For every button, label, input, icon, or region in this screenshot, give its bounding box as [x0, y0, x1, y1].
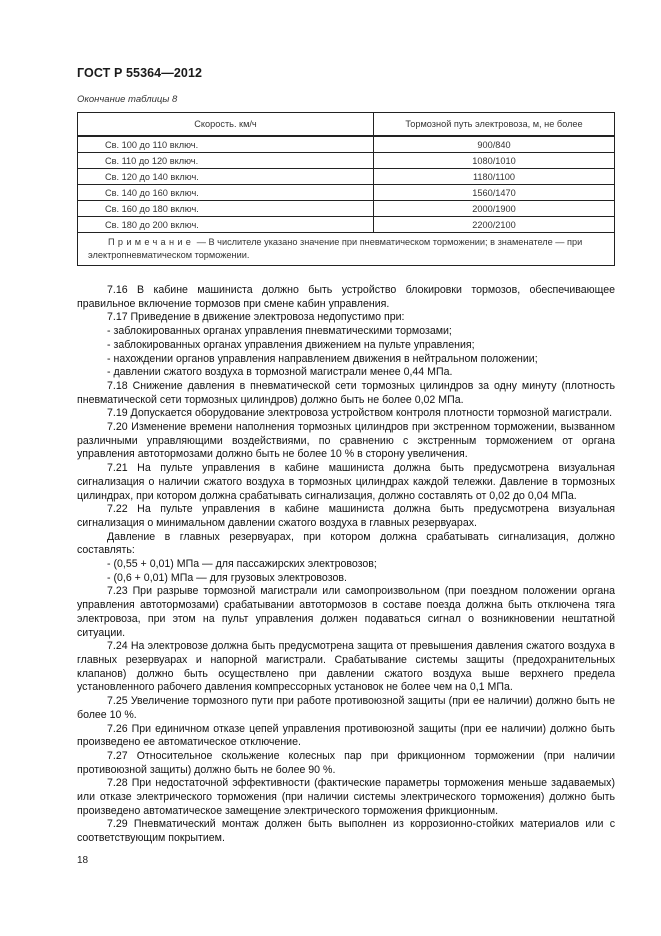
speed-cell: Св. 110 до 120 включ. — [78, 153, 374, 169]
speed-cell: Св. 180 до 200 включ. — [78, 217, 374, 233]
distance-cell: 2000/1900 — [374, 201, 615, 217]
braking-distance-table — [77, 112, 615, 266]
paragraph-7-19: 7.19 Допускается оборудование электровоза устройством контроля плотности тормозной магистрали. — [107, 407, 613, 420]
table-header-row — [78, 113, 615, 137]
paragraph-7-16: 7.16 В кабине машиниста должно быть устройство блокировки тормозов, обеспечивающее правильное включение тормозов при смене кабин управления. — [77, 284, 615, 310]
distance-cell: 1080/1010 — [374, 153, 615, 169]
list-item: - (0,55 + 0,01) МПа — для пассажирских электровозов; — [107, 558, 377, 571]
paragraph-7-21: 7.21 На пульте управления в кабине машиниста должна быть предусмотрена визуальная сигнализация о наличии сжатого воздуха в тормозных цилиндрах каждой тележки. Давление в тормозных цилиндрах, при котором должна срабатывать сигнализация, должно составлять от 0,02 до 0,04 МПа. — [77, 462, 615, 502]
distance-cell: 900/840 — [374, 136, 615, 153]
list-item: - заблокированных органах управления пневматическими тормозами; — [107, 325, 452, 338]
distance-cell: 1180/1100 — [374, 169, 615, 185]
speed-cell: Св. 160 до 180 включ. — [78, 201, 374, 217]
page-number: 18 — [77, 855, 89, 866]
paragraph-7-17: 7.17 Приведение в движение электровоза недопустимо при: — [107, 311, 405, 324]
paragraph-7-26: 7.26 При единичном отказе цепей управления противоюзной защиты (при ее наличии) должно быть произведено ее автоматическое отключение. — [77, 722, 615, 749]
paragraph-7-25: 7.25 Увеличение тормозного пути при работе противоюзной защиты (при ее наличии) должно быть не более 10 %. — [77, 695, 615, 721]
document-title: ГОСТ Р 55364—2012 — [77, 66, 203, 80]
table-row — [78, 169, 615, 185]
note-label: Примечание — [108, 237, 195, 247]
note-text: — В числителе указано значение при пневматическом торможении; в знаменателе — при электропневматическом торможении. — [88, 237, 583, 260]
paragraph-7-27: 7.27 Относительное скольжение колесных пар при фрикционном торможении (при наличии противоюзной защиты) должно быть не более 90 %. — [77, 749, 615, 776]
list-item: - нахождении органов управления направлением движения в нейтральном положении; — [107, 352, 538, 365]
paragraph-7-18: 7.18 Снижение давления в пневматической сети тормозных цилиндров за одну минуту (плотность пневматической сети тормозных цилиндров) должно быть не более 0,02 МПа. — [77, 379, 615, 406]
paragraph-7-23: 7.23 При разрыве тормозной магистрали или самопроизвольном (при поездном положении органа управления автотормозами) срабатывании автотормозов в составе поезда должна быть отключена тяга электровоза, при этом на пульт управления должен подаваться сигнал о возникновении нештатной ситуации. — [77, 585, 615, 639]
paragraph-7-20: 7.20 Изменение времени наполнения тормозных цилиндров при экстренном торможении, вызванном различными управляющими воздействиями, по сравнению с экстренным торможением от органа управления автотормозами должно быть не более 10 % в сторону увеличения. — [77, 421, 615, 461]
list-item: - давлении сжатого воздуха в тормозной магистрали менее 0,44 МПа. — [107, 366, 453, 379]
table-caption: Окончание таблицы 8 — [77, 94, 178, 105]
speed-cell: Св. 140 до 160 включ. — [78, 185, 374, 201]
speed-cell: Св. 100 до 110 включ. — [78, 136, 374, 153]
column-header-speed: Скорость. км/ч — [78, 113, 374, 137]
list-item: - (0,6 + 0,01) МПа — для грузовых электровозов. — [107, 571, 347, 584]
distance-cell: 1560/1470 — [374, 185, 615, 201]
table-row — [78, 217, 615, 233]
table-row — [78, 136, 615, 153]
table-row — [78, 185, 615, 201]
list-item: - заблокированных органах управления движением на пульте управления; — [107, 338, 475, 351]
paragraph-7-22-pressure: Давление в главных резервуарах, при котором должна срабатывать сигнализация, должно составлять: — [77, 530, 615, 557]
paragraph-7-28: 7.28 При недостаточной эффективности (фактические параметры торможения меньше задаваемых) или отказе электрического торможения (при наличии системы электрического торможения) должно быть произведено автоматическое замещение электрического торможения фрикционным. — [77, 777, 615, 817]
table-note — [78, 233, 615, 266]
distance-cell: 2200/2100 — [374, 217, 615, 233]
column-header-braking-distance: Тормозной путь электровоза, м, не более — [374, 113, 615, 137]
table-row — [78, 153, 615, 169]
paragraph-7-22: 7.22 На пульте управления в кабине машиниста должна быть предусмотрена визуальная сигнализация о минимальном давлении сжатого воздуха в главных резервуарах. — [77, 503, 615, 529]
speed-cell: Св. 120 до 140 включ. — [78, 169, 374, 185]
table-note-row — [78, 233, 615, 266]
table-row — [78, 201, 615, 217]
paragraph-7-24: 7.24 На электровозе должна быть предусмотрена защита от превышения давления сжатого воздуха в главных резервуарах и напорной магистрали. Срабатывание системы защиты (предохранительных клапанов) должно быть осуществлено при давлении сжатого воздуха выше верхнего предела установленного рабочего давления компрессорных установок не более чем на 0,1 МПа. — [77, 640, 615, 694]
document-body — [77, 284, 615, 846]
paragraph-7-29: 7.29 Пневматический монтаж должен быть выполнен из коррозионно-стойких материалов или с соответствующим покрытием. — [77, 818, 615, 845]
